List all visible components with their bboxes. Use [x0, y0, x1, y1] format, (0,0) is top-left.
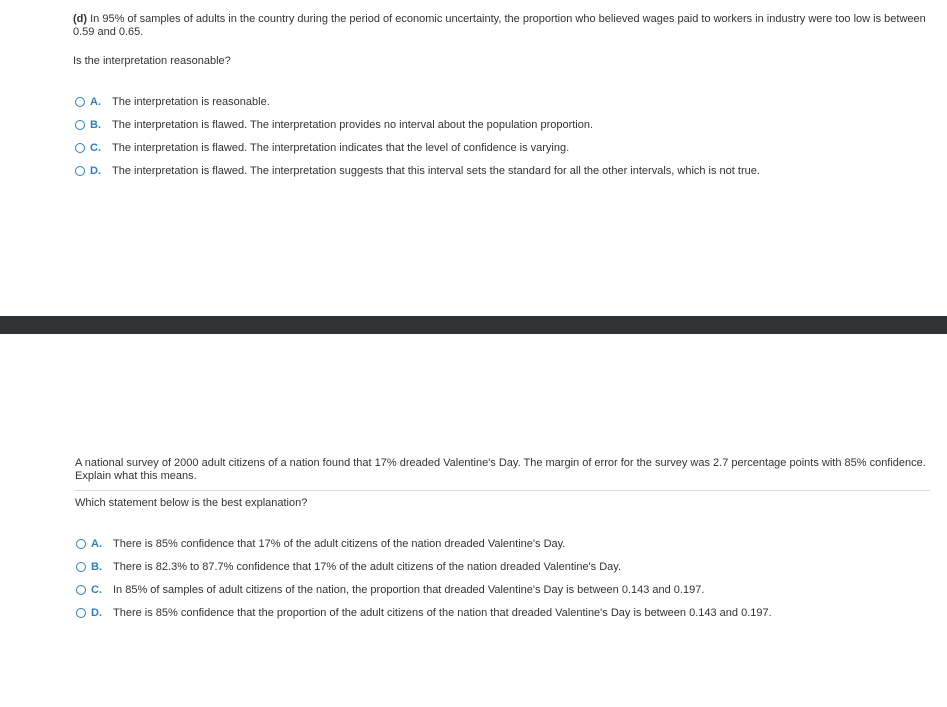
top-question-panel: [0, 0, 947, 316]
option-letter: D.: [90, 164, 101, 177]
radio-button-icon[interactable]: [75, 166, 85, 176]
part-label: (d): [73, 13, 88, 25]
option-label: In 85% of samples of adult citizens of the nation, the proportion that dreaded Valentine's Day is between 0.143 and 0.197.: [113, 583, 705, 596]
radio-button-icon[interactable]: [75, 120, 85, 130]
question-prompt: Which statement below is the best explanation?: [75, 497, 308, 509]
option-letter: C.: [90, 141, 101, 154]
option-a[interactable]: [76, 532, 772, 555]
option-label: There is 85% confidence that 17% of the adult citizens of the nation dreaded Valentine's Day.: [113, 537, 566, 550]
option-letter: B.: [91, 560, 102, 573]
question-body: In 95% of samples of adults in the country during the period of economic uncertainty, the proportion who believed wages paid to workers in industry were too low is between 0.59 and 0.65.: [73, 13, 926, 38]
radio-button-icon[interactable]: [76, 562, 86, 572]
option-label: The interpretation is flawed. The interpretation indicates that the level of confidence is varying.: [112, 141, 570, 154]
answer-options: [76, 532, 772, 624]
option-b[interactable]: [76, 555, 772, 578]
option-label: There is 82.3% to 87.7% confidence that 17% of the adult citizens of the nation dreaded Valentine's Day.: [113, 560, 622, 573]
option-letter: D.: [91, 606, 102, 619]
separator-line: [75, 490, 930, 491]
option-c[interactable]: [76, 578, 772, 601]
option-label: The interpretation is flawed. The interpretation provides no interval about the population proportion.: [112, 118, 594, 131]
option-letter: A.: [90, 95, 101, 108]
option-c[interactable]: [75, 136, 760, 159]
option-label: The interpretation is reasonable.: [112, 95, 270, 108]
screenshot-divider: [0, 316, 947, 334]
option-a[interactable]: [75, 90, 760, 113]
radio-button-icon[interactable]: [76, 585, 86, 595]
option-label: The interpretation is flawed. The interpretation suggests that this interval sets the standard for all the other intervals, which is not true.: [112, 164, 760, 177]
radio-button-icon[interactable]: [75, 97, 85, 107]
radio-button-icon[interactable]: [76, 539, 86, 549]
question-prompt: Is the interpretation reasonable?: [73, 55, 231, 67]
answer-options: [75, 90, 760, 182]
option-letter: C.: [91, 583, 102, 596]
option-d[interactable]: [75, 159, 760, 182]
option-letter: A.: [91, 537, 102, 550]
option-b[interactable]: [75, 113, 760, 136]
radio-button-icon[interactable]: [76, 608, 86, 618]
option-letter: B.: [90, 118, 101, 131]
option-d[interactable]: [76, 601, 772, 624]
bottom-question-panel: [0, 334, 947, 707]
radio-button-icon[interactable]: [75, 143, 85, 153]
question-text: [73, 13, 933, 39]
option-label: There is 85% confidence that the proportion of the adult citizens of the nation that dreaded Valentine's Day is between 0.143 and 0.197.: [113, 606, 772, 619]
question-text: A national survey of 2000 adult citizens of a nation found that 17% dreaded Valentine's Day. The margin of error for the survey was 2.7 percentage points with 85% confidence. Explain what this means.: [75, 457, 926, 482]
